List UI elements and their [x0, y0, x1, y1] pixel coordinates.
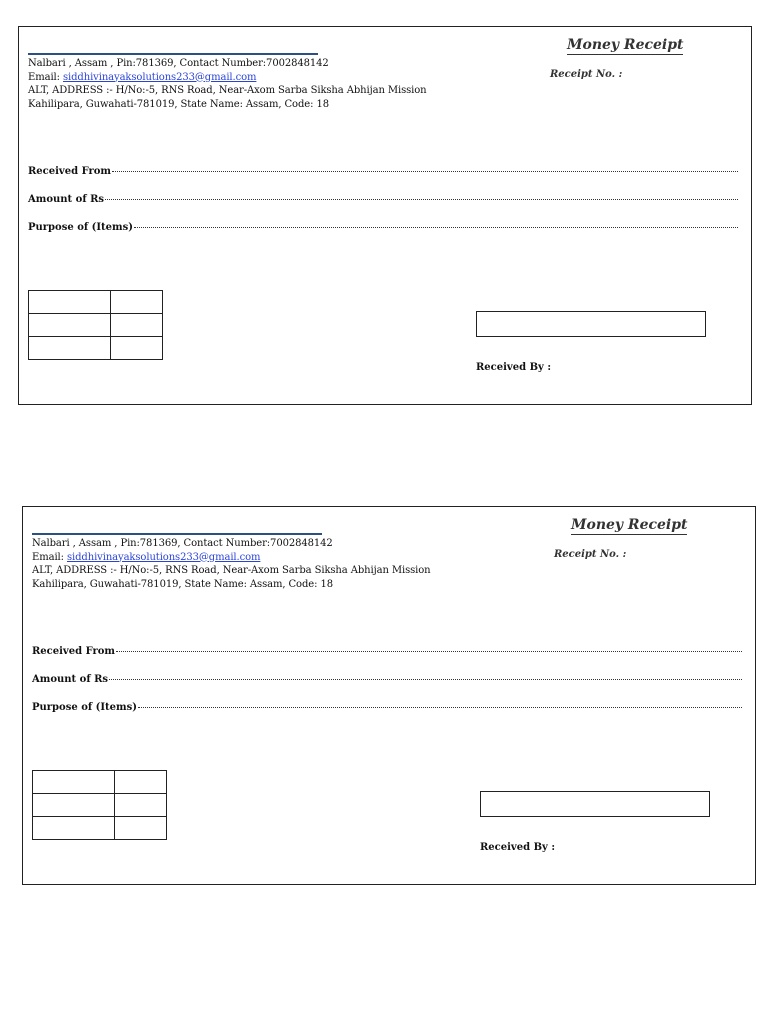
alt-address-line: ALT, ADDRESS :- H/No:-5, RNS Road, Near-Axom Sarba Siksha Abhijan Mission — [32, 565, 431, 576]
signature-box[interactable] — [476, 311, 706, 337]
received-from-label: Received From — [28, 166, 112, 177]
table-cell[interactable] — [111, 291, 163, 314]
table-cell[interactable] — [29, 291, 111, 314]
receipt-title: Money Receipt — [567, 37, 684, 53]
table-cell[interactable] — [29, 314, 111, 337]
table-row — [29, 314, 163, 337]
received-from-field[interactable] — [32, 646, 742, 660]
table-row — [33, 794, 167, 817]
receipt-number-label: Receipt No. : — [554, 549, 627, 560]
email-link[interactable]: siddhivinayaksolutions233@gmail.com — [67, 551, 261, 563]
table-row — [29, 291, 163, 314]
alt-address-line-2: Kahilipara, Guwahati-781019, State Name: Assam, Code: 18 — [32, 578, 333, 590]
table-row — [33, 817, 167, 840]
signature-box[interactable] — [480, 791, 710, 817]
dotted-fill-line — [112, 171, 738, 172]
email-label: Email: — [28, 71, 63, 83]
email-line — [28, 71, 468, 85]
company-address-block — [28, 57, 468, 111]
alt-address-line-2: Kahilipara, Guwahati-781019, State Name: Assam, Code: 18 — [28, 98, 329, 110]
purpose-label: Purpose of (Items) — [32, 702, 137, 713]
dotted-fill-line — [116, 651, 742, 652]
amount-table — [32, 770, 167, 840]
header-rule — [28, 53, 318, 55]
table-cell[interactable] — [111, 337, 163, 360]
dotted-fill-line — [105, 199, 738, 200]
table-cell[interactable] — [115, 817, 167, 840]
receipt-number-label: Receipt No. : — [550, 69, 623, 80]
table-cell[interactable] — [111, 314, 163, 337]
received-by-label: Received By : — [480, 842, 556, 853]
received-from-field[interactable] — [28, 166, 738, 180]
company-address-block — [32, 537, 472, 591]
address-line: Nalbari , Assam , Pin:781369, Contact Number:7002848142 — [28, 58, 329, 69]
received-by-label: Received By : — [476, 362, 552, 373]
amount-label: Amount of Rs — [28, 194, 105, 205]
alt-address-line: ALT, ADDRESS :- H/No:-5, RNS Road, Near-Axom Sarba Siksha Abhijan Mission — [28, 85, 427, 96]
dotted-fill-line — [134, 227, 738, 228]
dotted-fill-line — [138, 707, 742, 708]
table-row — [33, 771, 167, 794]
table-row — [29, 337, 163, 360]
dotted-fill-line — [109, 679, 742, 680]
table-cell[interactable] — [29, 337, 111, 360]
money-receipt-1 — [18, 26, 752, 405]
amount-table — [28, 290, 163, 360]
amount-label: Amount of Rs — [32, 674, 109, 685]
header-rule — [32, 533, 322, 535]
address-line: Nalbari , Assam , Pin:781369, Contact Number:7002848142 — [32, 538, 333, 549]
amount-field[interactable] — [28, 194, 738, 208]
email-line — [32, 551, 472, 565]
received-from-label: Received From — [32, 646, 116, 657]
email-link[interactable]: siddhivinayaksolutions233@gmail.com — [63, 71, 257, 83]
table-cell[interactable] — [33, 817, 115, 840]
table-cell[interactable] — [33, 794, 115, 817]
table-cell[interactable] — [33, 771, 115, 794]
purpose-field[interactable] — [28, 222, 738, 236]
purpose-field[interactable] — [32, 702, 742, 716]
email-label: Email: — [32, 551, 67, 563]
receipt-title: Money Receipt — [571, 517, 688, 533]
amount-field[interactable] — [32, 674, 742, 688]
table-cell[interactable] — [115, 794, 167, 817]
table-cell[interactable] — [115, 771, 167, 794]
purpose-label: Purpose of (Items) — [28, 222, 133, 233]
money-receipt-2 — [22, 506, 756, 885]
